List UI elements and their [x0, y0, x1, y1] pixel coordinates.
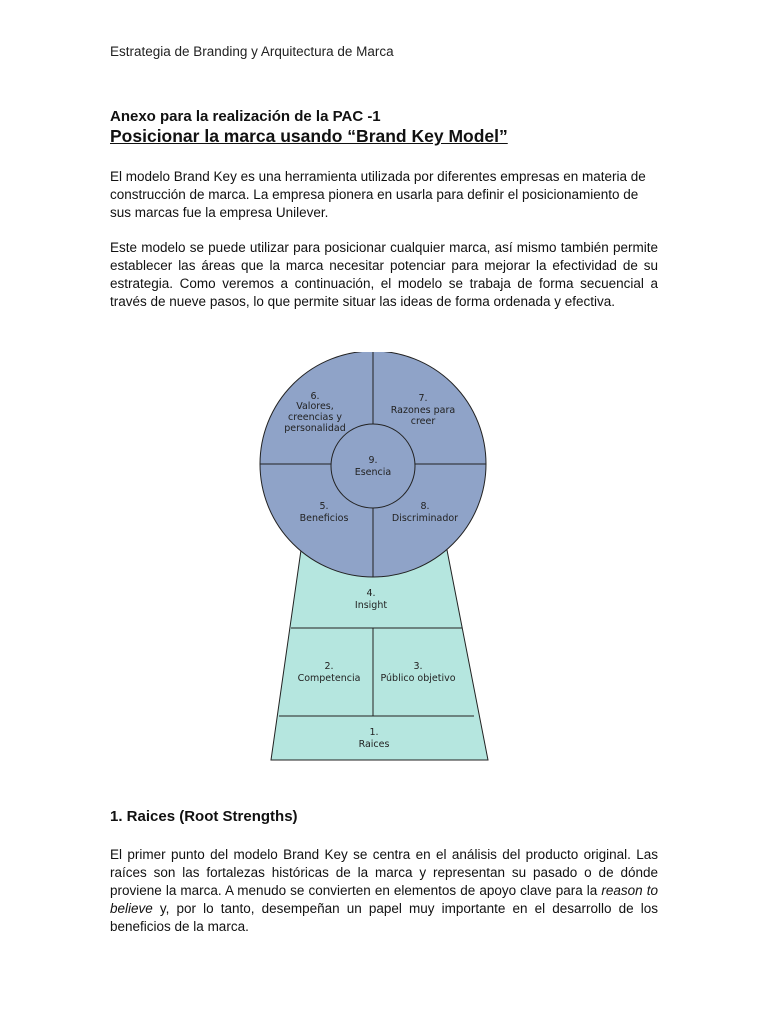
section-1-title: 1. Raices (Root Strengths)	[110, 808, 298, 825]
step-1-label: Raices	[358, 739, 390, 750]
step-6-label-line2: creencias y	[288, 412, 342, 423]
step-6-number: 6.	[310, 391, 320, 402]
step-6-label-line1: Valores,	[296, 401, 334, 412]
step-5-label: Beneficios	[299, 513, 349, 524]
running-header: Estrategia de Branding y Arquitectura de Marca	[110, 44, 394, 59]
step-2-label: Competencia	[297, 673, 361, 684]
step-7-number: 7.	[418, 393, 428, 404]
step-4-label: Insight	[354, 600, 388, 611]
step-3-label: Público objetivo	[380, 673, 456, 684]
section-1-italic-term: reason to believe	[110, 883, 658, 916]
step-7-label-line1: Razones para	[390, 405, 456, 416]
annex-title: Anexo para la realización de la PAC -1	[110, 108, 381, 125]
step-5-number: 5.	[319, 501, 329, 512]
step-4-number: 4.	[366, 588, 376, 599]
step-9-label: Esencia	[354, 467, 392, 478]
step-8-label: Discriminador	[391, 513, 459, 524]
trapezoid-base	[271, 550, 488, 760]
intro-paragraph-1: El modelo Brand Key es una herramienta utilizada por diferentes empresas en materia de construcción de marca. La empresa pionera en usarla para definir el posicionamiento de sus marcas fue la empresa Unilever.	[110, 169, 646, 220]
step-9-number: 9.	[368, 455, 378, 466]
section-1-text-b: y, por lo tanto, desempeñan un papel muy importante en el desarrollo de los beneficios de la marca.	[110, 901, 658, 934]
brand-key-svg	[255, 352, 495, 772]
step-3-number: 3.	[413, 661, 423, 672]
page-title: Posicionar la marca usando “Brand Key Model”	[110, 126, 508, 146]
step-2-number: 2.	[324, 661, 334, 672]
step-6-label-line3: personalidad	[284, 423, 346, 434]
step-7-label-line2: creer	[410, 416, 436, 427]
section-1-paragraph	[110, 846, 658, 936]
intro-paragraph-2: Este modelo se puede utilizar para posicionar cualquier marca, así mismo también permite establecer las áreas que la marca necesitar potenciar para mejorar la efectividad de su estrategia. Como veremos a continuación, el modelo se trabaja de forma secuencial a través de nueve pasos, lo que permite situar las ideas de forma ordenada y efectiva.	[110, 240, 658, 309]
section-1-text-a: El primer punto del modelo Brand Key se centra en el análisis del producto original. Las raíces son las fortalezas históricas de la marca y representan su pasado o de dónde proviene la marca. A menudo se convierten en elementos de apoyo clave para la	[110, 847, 658, 898]
step-1-number: 1.	[369, 727, 379, 738]
inner-circle-essence	[331, 424, 415, 508]
step-8-number: 8.	[420, 501, 430, 512]
brand-key-diagram	[255, 352, 495, 772]
